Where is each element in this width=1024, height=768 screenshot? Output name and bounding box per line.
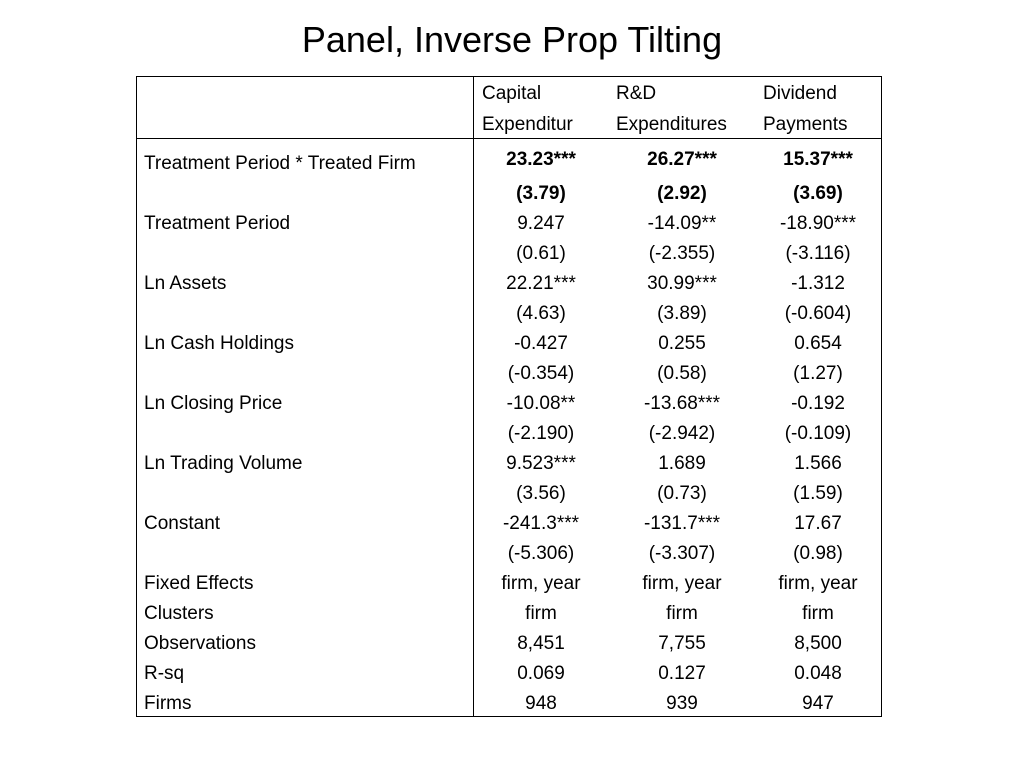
footer-cell: 8,451 — [517, 633, 565, 654]
footer-cell: 8,500 — [794, 633, 842, 654]
row-label-fixed-effects: Fixed Effects — [144, 573, 254, 594]
row-label-treatment-period: Treatment Period — [144, 213, 291, 234]
footer-cell: 939 — [666, 693, 698, 714]
tstat-cell: (1.59) — [793, 483, 843, 504]
column-header-dividend-line2: Payments — [763, 114, 848, 135]
tstat-cell: (3.69) — [793, 183, 843, 204]
tstat-cell: (2.92) — [657, 183, 707, 204]
coef-cell: -14.09** — [647, 213, 717, 234]
coef-cell: 30.99*** — [647, 273, 717, 294]
coef-cell: 26.27*** — [647, 149, 717, 170]
tstat-cell: (-3.307) — [648, 543, 716, 564]
row-label-treatment-treated: Treatment Period * Treated Firm — [144, 153, 416, 174]
tstat-cell: (3.56) — [516, 483, 566, 504]
coef-cell: -10.08** — [506, 393, 576, 414]
tstat-cell: (-3.116) — [785, 243, 851, 264]
footer-cell: firm, year — [778, 573, 858, 594]
coef-cell: 23.23*** — [506, 149, 576, 170]
coef-cell: -18.90*** — [779, 213, 857, 234]
coef-cell: 9.247 — [517, 213, 565, 234]
tstat-cell: (-2.190) — [507, 423, 575, 444]
coef-cell: 1.566 — [794, 453, 842, 474]
coef-cell: -241.3*** — [502, 513, 580, 534]
tstat-cell: (-2.942) — [648, 423, 716, 444]
footer-cell: 0.127 — [658, 663, 706, 684]
tstat-cell: (-0.109) — [784, 423, 852, 444]
tstat-cell: (0.73) — [657, 483, 707, 504]
footer-cell: firm — [666, 603, 698, 624]
row-label-ln-cash-holdings: Ln Cash Holdings — [144, 333, 294, 354]
footer-cell: firm — [525, 603, 557, 624]
tstat-cell: (-0.354) — [507, 363, 575, 384]
row-label-observations: Observations — [144, 633, 256, 654]
coef-cell: -0.192 — [791, 393, 845, 414]
coef-cell: -131.7*** — [643, 513, 721, 534]
coef-cell: 17.67 — [794, 513, 842, 534]
footer-cell: firm — [802, 603, 834, 624]
coef-cell: 22.21*** — [506, 273, 576, 294]
coef-cell: 0.654 — [794, 333, 842, 354]
slide-title: Panel, Inverse Prop Tilting — [301, 19, 723, 60]
coef-cell: 15.37*** — [783, 149, 853, 170]
coef-cell: -1.312 — [791, 273, 845, 294]
tstat-cell: (4.63) — [516, 303, 566, 324]
footer-cell: 948 — [525, 693, 557, 714]
coef-cell: 9.523*** — [506, 453, 576, 474]
tstat-cell: (0.98) — [793, 543, 843, 564]
footer-cell: firm, year — [642, 573, 722, 594]
column-header-rd-line2: Expenditures — [616, 114, 727, 135]
footer-cell: 0.069 — [517, 663, 565, 684]
row-label-constant: Constant — [144, 513, 221, 534]
tstat-cell: (-5.306) — [507, 543, 575, 564]
footer-cell: 0.048 — [794, 663, 842, 684]
footer-cell: 947 — [802, 693, 834, 714]
coef-cell: -13.68*** — [643, 393, 721, 414]
column-header-capital-line2: Expenditur — [482, 114, 573, 135]
coef-cell: 1.689 — [658, 453, 706, 474]
footer-cell: 7,755 — [658, 633, 706, 654]
column-header-rd-line1: R&D — [616, 83, 657, 104]
row-label-ln-closing-price: Ln Closing Price — [144, 393, 283, 414]
coef-cell: -0.427 — [514, 333, 568, 354]
footer-cell: firm, year — [501, 573, 581, 594]
row-label-ln-assets: Ln Assets — [144, 273, 227, 294]
tstat-cell: (0.61) — [516, 243, 566, 264]
tstat-cell: (3.79) — [516, 183, 566, 204]
tstat-cell: (-2.355) — [648, 243, 716, 264]
row-label-clusters: Clusters — [144, 603, 214, 624]
coef-cell: 0.255 — [658, 333, 706, 354]
tstat-cell: (0.58) — [657, 363, 707, 384]
column-header-capital-line1: Capital — [482, 83, 542, 104]
row-label-firms: Firms — [144, 693, 192, 714]
tstat-cell: (1.27) — [793, 363, 843, 384]
row-label-ln-trading-volume: Ln Trading Volume — [144, 453, 303, 474]
column-header-dividend-line1: Dividend — [763, 83, 837, 104]
tstat-cell: (3.89) — [657, 303, 707, 324]
tstat-cell: (-0.604) — [784, 303, 852, 324]
row-label-r-sq: R-sq — [144, 663, 185, 684]
